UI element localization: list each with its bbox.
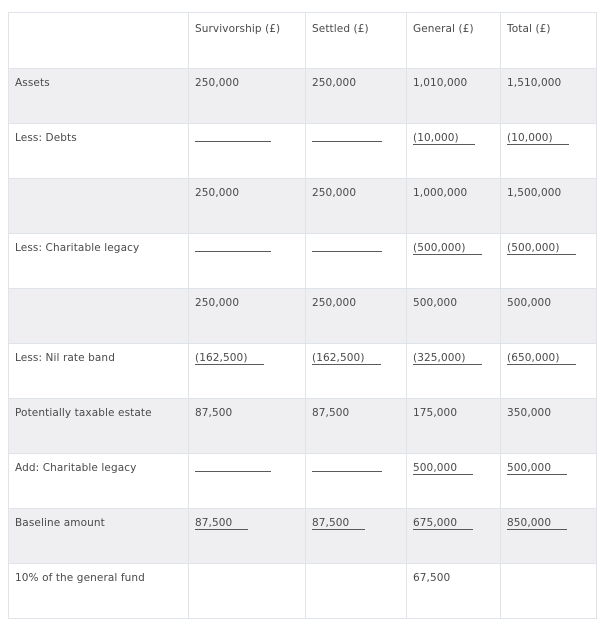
underlined-value: (10,000)	[507, 132, 569, 145]
table-row	[9, 564, 597, 619]
cell-survivorship: 87,500	[189, 399, 306, 454]
blank-underline	[312, 251, 382, 252]
row-label	[9, 179, 189, 234]
cell-general: 500,000	[407, 289, 501, 344]
cell-survivorship	[189, 564, 306, 619]
cell-survivorship	[189, 124, 306, 179]
blank-underline	[195, 141, 271, 142]
cell-total: 1,510,000	[501, 69, 597, 124]
row-label	[9, 289, 189, 344]
table-row	[9, 454, 597, 509]
table-row	[9, 234, 597, 289]
cell-general	[407, 234, 501, 289]
cell-settled	[306, 344, 407, 399]
row-label: Less: Charitable legacy	[9, 234, 189, 289]
cell-settled	[306, 124, 407, 179]
cell-total	[501, 509, 597, 564]
cell-general: 1,010,000	[407, 69, 501, 124]
table-row	[9, 344, 597, 399]
cell-settled	[306, 509, 407, 564]
cell-survivorship	[189, 344, 306, 399]
table-row	[9, 179, 597, 234]
table-row	[9, 509, 597, 564]
underlined-value: 850,000	[507, 517, 567, 530]
underlined-value: 500,000	[413, 462, 473, 475]
cell-general	[407, 344, 501, 399]
table-header-row	[9, 13, 597, 69]
cell-total: 500,000	[501, 289, 597, 344]
blank-underline	[312, 141, 382, 142]
underlined-value: (162,500)	[195, 352, 264, 365]
table-row	[9, 69, 597, 124]
cell-total: 1,500,000	[501, 179, 597, 234]
cell-survivorship: 250,000	[189, 179, 306, 234]
table-row	[9, 289, 597, 344]
row-label: Potentially taxable estate	[9, 399, 189, 454]
cell-total	[501, 344, 597, 399]
header-total: Total (£)	[501, 13, 597, 69]
table-row	[9, 124, 597, 179]
underlined-value: (162,500)	[312, 352, 381, 365]
underlined-value: (650,000)	[507, 352, 576, 365]
row-label: Less: Debts	[9, 124, 189, 179]
header-survivorship: Survivorship (£)	[189, 13, 306, 69]
cell-survivorship: 250,000	[189, 69, 306, 124]
cell-total	[501, 234, 597, 289]
underlined-value: (500,000)	[507, 242, 576, 255]
cell-settled	[306, 234, 407, 289]
underlined-value: (10,000)	[413, 132, 475, 145]
cell-settled: 250,000	[306, 289, 407, 344]
cell-settled	[306, 564, 407, 619]
cell-general	[407, 124, 501, 179]
row-label: 10% of the general fund	[9, 564, 189, 619]
blank-underline	[195, 251, 271, 252]
underlined-value: (500,000)	[413, 242, 482, 255]
cell-settled: 87,500	[306, 399, 407, 454]
underlined-value: 87,500	[312, 517, 365, 530]
underlined-value: 87,500	[195, 517, 248, 530]
cell-settled: 250,000	[306, 69, 407, 124]
cell-general: 1,000,000	[407, 179, 501, 234]
row-label: Assets	[9, 69, 189, 124]
row-label: Less: Nil rate band	[9, 344, 189, 399]
blank-underline	[312, 471, 382, 472]
cell-settled: 250,000	[306, 179, 407, 234]
estate-table-container	[8, 12, 596, 619]
cell-general: 67,500	[407, 564, 501, 619]
cell-general: 175,000	[407, 399, 501, 454]
header-cell-empty	[9, 13, 189, 69]
row-label: Baseline amount	[9, 509, 189, 564]
underlined-value: (325,000)	[413, 352, 482, 365]
cell-survivorship: 250,000	[189, 289, 306, 344]
cell-general	[407, 454, 501, 509]
header-settled: Settled (£)	[306, 13, 407, 69]
cell-settled	[306, 454, 407, 509]
cell-survivorship	[189, 234, 306, 289]
cell-total	[501, 124, 597, 179]
underlined-value: 675,000	[413, 517, 473, 530]
underlined-value: 500,000	[507, 462, 567, 475]
cell-total: 350,000	[501, 399, 597, 454]
estate-calculation-table	[8, 12, 597, 619]
cell-total	[501, 564, 597, 619]
header-general: General (£)	[407, 13, 501, 69]
cell-total	[501, 454, 597, 509]
table-row	[9, 399, 597, 454]
cell-survivorship	[189, 454, 306, 509]
row-label: Add: Charitable legacy	[9, 454, 189, 509]
cell-general	[407, 509, 501, 564]
blank-underline	[195, 471, 271, 472]
cell-survivorship	[189, 509, 306, 564]
